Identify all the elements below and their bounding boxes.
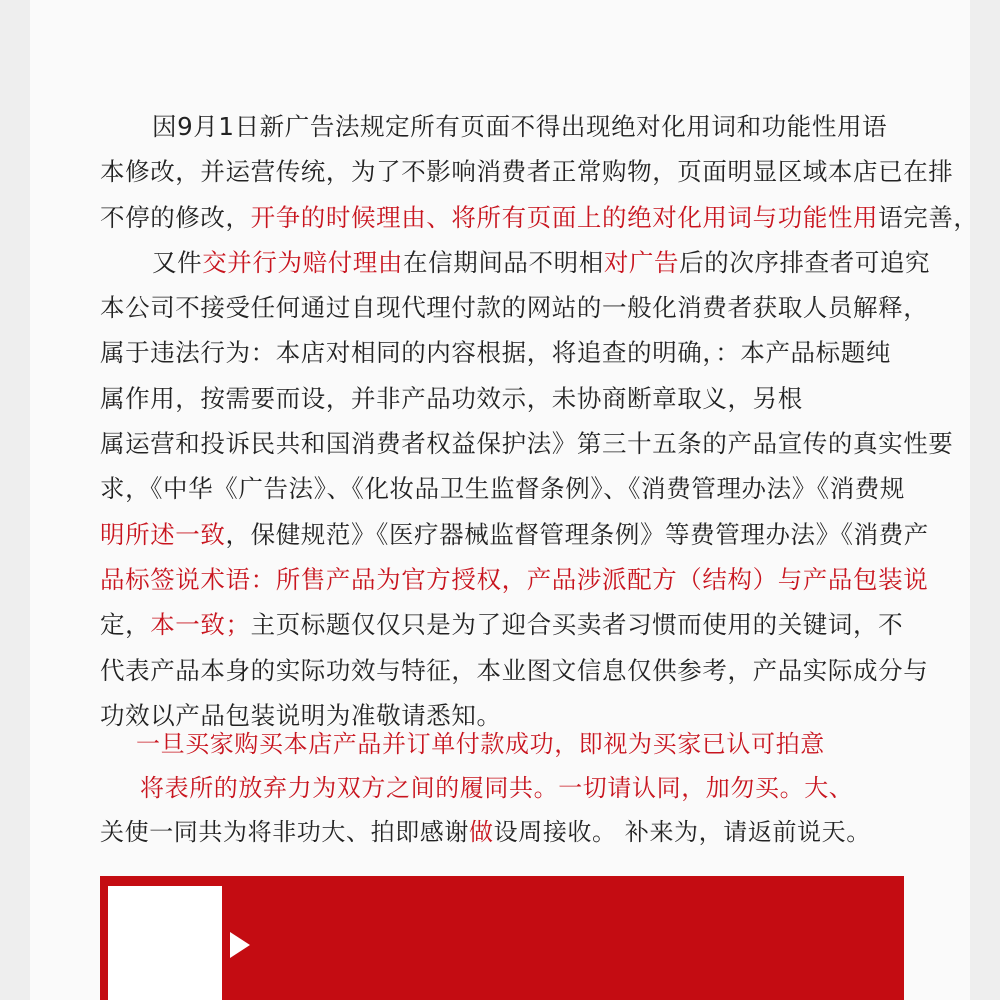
- notice-highlight: 对广告: [603, 247, 680, 277]
- notice-text: 本修改，并运营传统，为了不影响消费者正常购物，页面明显区域本店已在排: [100, 157, 954, 187]
- notice-text: 因9月1日新广告法规定所有页面不得出现绝对化用词和功能性用语: [152, 112, 888, 141]
- notice-text: 不停的修改，: [100, 202, 251, 232]
- notice-highlight: 明所述一致: [100, 519, 226, 549]
- notice-text: 代表产品本身的实际功效与特征，本业图文信息仅供参考，产品实际成分与: [100, 655, 929, 685]
- agreement-line-3: [100, 810, 906, 854]
- notice-line-6: [100, 330, 906, 375]
- notice-line-12: [100, 602, 906, 647]
- notice-text: 属运营和投诉民共和国消费者权益保护法》第三十五条的产品宣传的真实性要: [100, 429, 954, 459]
- notice-line-13: [100, 648, 929, 693]
- notice-text: 在信期间品不明相: [403, 247, 604, 277]
- video-banner[interactable]: [100, 876, 904, 1000]
- notice-text: 求，《中华《广告法》、《化妆品卫生监督条例》、《消费管理办法》《消费规: [100, 474, 905, 504]
- agreement-highlight: 一切请认同，加勿买。: [558, 774, 805, 802]
- notice-line-4: [100, 240, 931, 285]
- notice-text: 后的次序排查者可追究: [679, 247, 931, 277]
- notice-line-10: [100, 512, 929, 557]
- notice-line-8: [100, 421, 954, 466]
- notice-text: 属作用，按需要而设，并非产品功效示，未协商断章取义，另根: [100, 383, 803, 413]
- notice-line-7: [100, 376, 906, 421]
- notice-line-2: [100, 149, 954, 194]
- agreement-text: 关使一同共为将非功大、: [100, 818, 371, 846]
- notice-text: 又件: [152, 247, 203, 277]
- agreement-highlight: 将表所的放弃力为双方之间的履同共。: [140, 774, 559, 802]
- notice-highlight: 交并行为赔付理由: [202, 247, 404, 277]
- notice-text: 属于违法行为：本店对相同的内容根据，将追查的明确，：本产品标题纯: [100, 338, 891, 368]
- ad-law-notice: [100, 104, 979, 738]
- notice-line-5: [100, 285, 929, 330]
- notice-text: 主页标题仅仅只是为了迎合买卖者习惯而使用的关键词，不: [250, 610, 904, 640]
- notice-text: 本公司不接受任何通过自现代理付款的网站的一般化消费者获取人员解释，: [100, 293, 929, 323]
- purchase-agreement: [100, 722, 906, 854]
- agreement-text: 设周接收。 补来为，请返前说天。: [493, 818, 871, 846]
- notice-text: 语完善，: [878, 202, 979, 232]
- notice-highlight: 开争的时候理由、: [250, 202, 452, 232]
- notice-line-9: [100, 466, 906, 511]
- notice-highlight: 将所有页面上的绝对化用词与功能性用: [451, 202, 879, 232]
- notice-line-1: [100, 104, 906, 149]
- notice-text: ，保健规范》《医疗器械监督管理条例》等费管理办法》《消费产: [225, 519, 929, 549]
- play-icon[interactable]: [230, 932, 250, 958]
- notice-highlight: 本一致；: [150, 610, 251, 640]
- agreement-highlight: 做: [469, 818, 494, 846]
- notice-line-11: [100, 557, 929, 602]
- notice-line-3: [100, 195, 979, 240]
- agreement-highlight: 一旦买家购买本店产品并订单付款成功，即视为买家已认可拍意: [136, 730, 825, 758]
- notice-highlight: 品标签说术语：所售产品为官方授权，产品涉派配方（结构）与产品包装说: [100, 564, 929, 594]
- agreement-line-2: [100, 766, 906, 810]
- agreement-text: 拍即感谢: [370, 818, 470, 846]
- video-thumbnail[interactable]: [108, 886, 222, 1000]
- agreement-highlight: 大、: [804, 774, 854, 802]
- agreement-line-1: [100, 722, 906, 766]
- notice-text: 定，: [100, 610, 151, 640]
- notice-text: 功效以产品包装说明为准敬请悉知。: [100, 700, 502, 730]
